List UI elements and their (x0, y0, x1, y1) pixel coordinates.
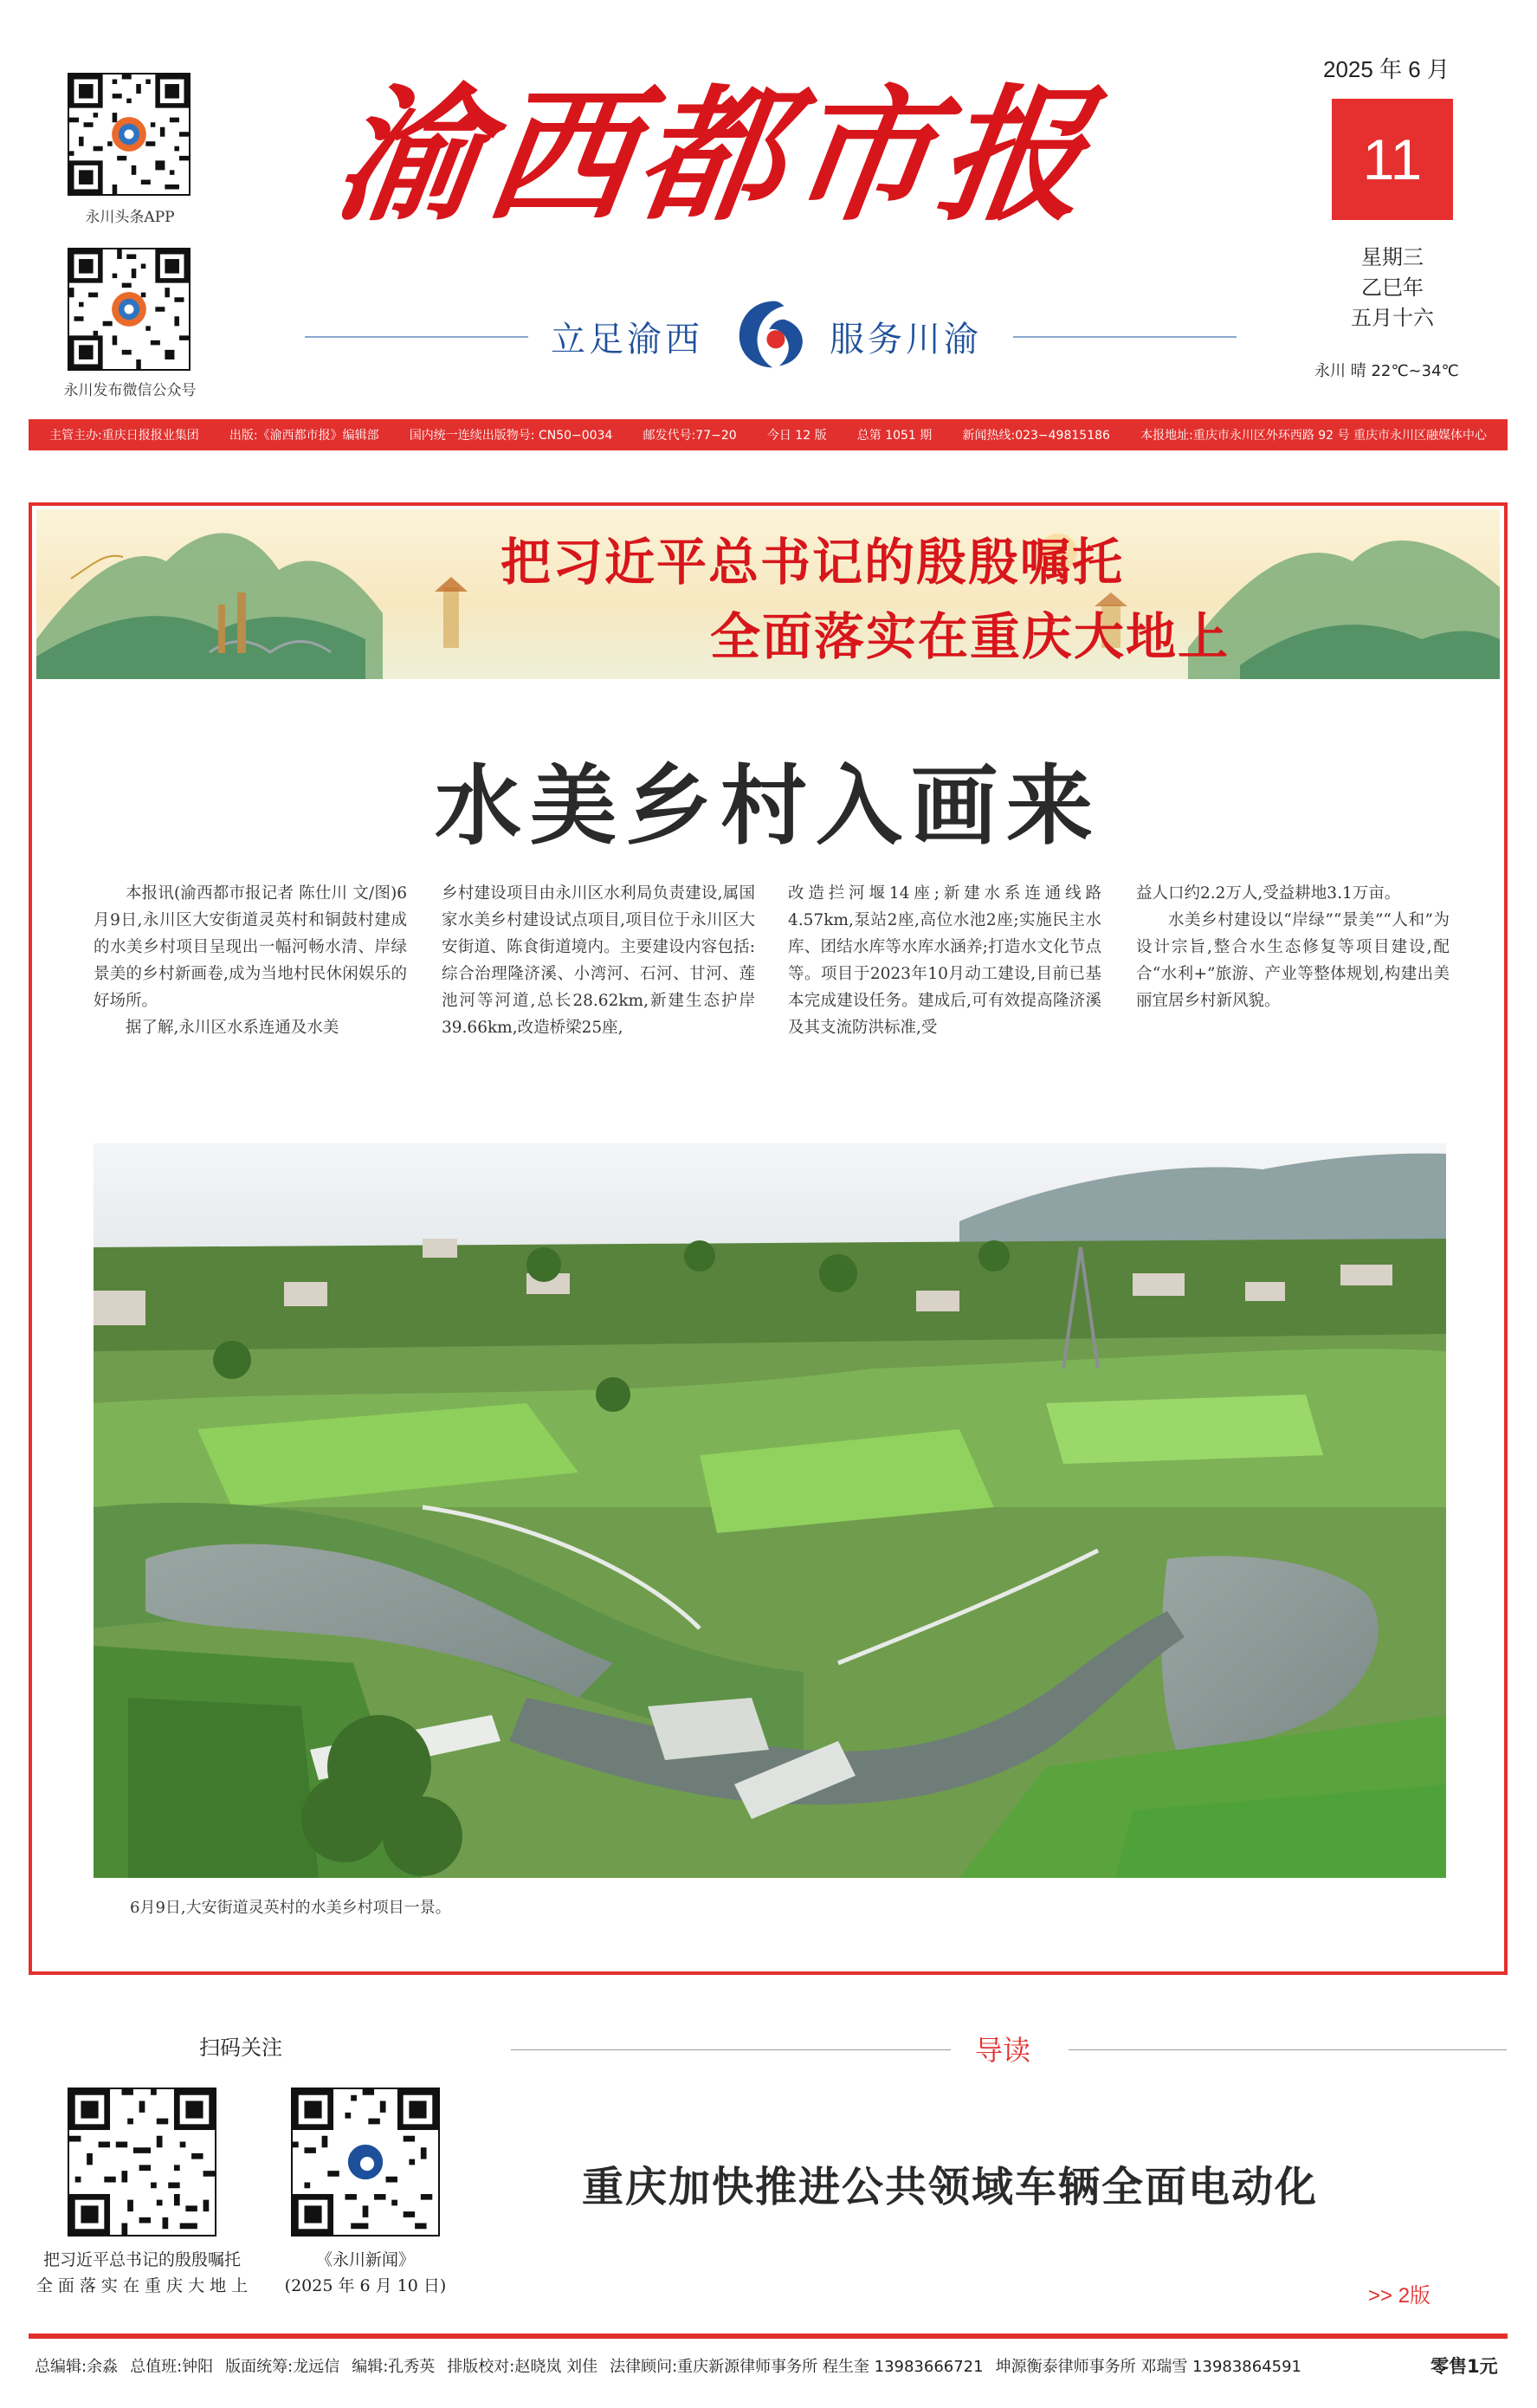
qr-pattern-icon (69, 249, 189, 369)
article-col4-para2: 水美乡村建设以“岸绿”“景美”“人和”为设计宗旨,整合水生态修复等项目建设,配合“水利+”旅游、产业等整体规划,构建出美丽宜居乡村新风貌。 (1136, 911, 1450, 1010)
masthead-title: 渝西都市报 (326, 69, 1104, 241)
issue-year-month: 2025 年 6 月 (1323, 56, 1450, 82)
scan-follow-title: 扫码关注 (199, 2036, 282, 2060)
info-issue-total: 总第 1051 期 (856, 429, 933, 443)
article-col4-para1: 益人口约2.2万人,受益耕地3.1万亩。 (1136, 884, 1401, 903)
teaser-page-link[interactable]: >> 2版 (1368, 2284, 1431, 2308)
newspaper-logo-icon (733, 295, 816, 374)
article-column-2 (442, 880, 755, 1041)
qr-pattern-icon (69, 2089, 215, 2235)
qr-code-article[interactable] (68, 2088, 216, 2236)
article-col2-text: 乡村建设项目由永川区水利局负责建设,属国家水美乡村建设试点项目,项目位于永川区大安街道、陈食街道境内。主要建设内容包括:综合治理隆济溪、小湾河、石河、甘河、莲池河等河道,总长28.62km,新建生态护岸39.66km,改造桥梁25座, (442, 884, 755, 1037)
footer-proof: 排版校对:赵晓岚 刘佳 (447, 2358, 598, 2376)
info-address: 本报地址:重庆市永川区外环西路 92 号 重庆市永川区融媒体中心 (1140, 429, 1487, 443)
slogan-right: 服务川渝 (830, 320, 982, 359)
qr-wechat-label: 永川发布微信公众号 (63, 382, 197, 399)
article-headline: 水美乡村入画来 (435, 755, 1101, 857)
issue-weekday: 星期三 (1361, 245, 1424, 269)
weather-info: 永川 晴 22℃~34℃ (1314, 362, 1459, 380)
guide-rule-left (511, 2049, 951, 2050)
slogan-left: 立足渝西 (551, 320, 703, 359)
guide-label: 导读 (963, 2029, 1043, 2068)
article-column-4 (1136, 880, 1450, 1014)
qr-pattern-icon (69, 74, 189, 194)
info-cn-number: 国内统一连续出版物号: CN50−0034 (409, 429, 613, 443)
guide-rule-right (1069, 2049, 1507, 2050)
footer-rule (29, 2334, 1508, 2339)
photo-caption: 6月9日,大安街道灵英村的水美乡村项目一景。 (130, 1899, 451, 1917)
info-pages-today: 今日 12 版 (766, 429, 827, 443)
article-col1-para2: 据了解,永川区水系连通及水美 (126, 1019, 339, 1037)
issue-day: 11 (1332, 99, 1453, 220)
retail-price: 零售1元 (1430, 2356, 1498, 2377)
publication-info-bar (29, 419, 1508, 450)
issue-ganzhi: 乙巳年 (1361, 275, 1424, 300)
article-col3-text: 改造拦河堰14座;新建水系连通线路4.57km,泵站2座,高位水池2座;实施民主水库、团结水库等水库水涵养;打造水文化节点等。项目于2023年10月动工建设,目前已基本完成建设任务。建成后,可有效提高隆济溪及其支流防洪标准,受 (788, 884, 1101, 1037)
qr-article-caption-1: 把习近平总书记的殷殷嘱托 (42, 2250, 241, 2269)
qr-news-caption-2: (2025 年 6 月 10 日) (284, 2276, 447, 2295)
footer-legal-2: 坤源衡泰律师事务所 邓瑞雪 13983864591 (995, 2358, 1302, 2376)
info-postal-code: 邮发代号:77−20 (643, 429, 737, 443)
info-sponsor: 主管主办:重庆日报报业集团 (49, 429, 199, 443)
qr-news-caption-1: 《永川新闻》 (315, 2250, 415, 2269)
footer-layout: 版面统筹:龙远信 (225, 2358, 340, 2376)
qr-code-app[interactable] (68, 73, 191, 196)
article-column-3 (788, 880, 1101, 1041)
qr-article-caption-2: 全 面 落 实 在 重 庆 大 地 上 (36, 2276, 249, 2295)
footer-chief-editor: 总编辑:余淼 (35, 2358, 119, 2376)
issue-lunar-date: 五月十六 (1351, 306, 1434, 330)
info-hotline: 新闻热线:023−49815186 (962, 429, 1110, 443)
feature-photo (94, 1143, 1446, 1878)
footer-credits (35, 2354, 1301, 2377)
article-column-1 (94, 880, 407, 1041)
feature-banner (36, 509, 1500, 679)
footer-legal: 法律顾问:重庆新源律师事务所 程生奎 13983666721 (610, 2358, 984, 2376)
aerial-landscape-icon (94, 1143, 1446, 1878)
footer-editor: 编辑:孔秀英 (352, 2358, 436, 2376)
qr-code-wechat[interactable] (68, 248, 191, 371)
info-publisher: 出版:《渝西都市报》编辑部 (229, 429, 379, 443)
teaser-headline[interactable]: 重庆加快推进公共领域车辆全面电动化 (582, 2163, 1319, 2211)
article-col1-para1: 本报讯(渝西都市报记者 陈仕川 文/图)6月9日,永川区大安街道灵英村和铜鼓村建成的水美乡村项目呈现出一幅河畅水清、岸绿景美的乡村新画卷,成为当地村民休闲娱乐的好场所。 (94, 884, 407, 1010)
qr-pattern-icon (293, 2089, 438, 2235)
banner-title-line1: 把习近平总书记的殷殷嘱托 (500, 533, 1125, 592)
banner-title-line2: 全面落实在重庆大地上 (710, 607, 1230, 666)
slogan-rule-left (305, 336, 528, 338)
qr-app-label: 永川头条APP (85, 209, 175, 226)
qr-code-news-video[interactable] (291, 2088, 440, 2236)
footer-duty: 总值班:钟阳 (130, 2358, 214, 2376)
slogan-rule-right (1013, 336, 1237, 338)
